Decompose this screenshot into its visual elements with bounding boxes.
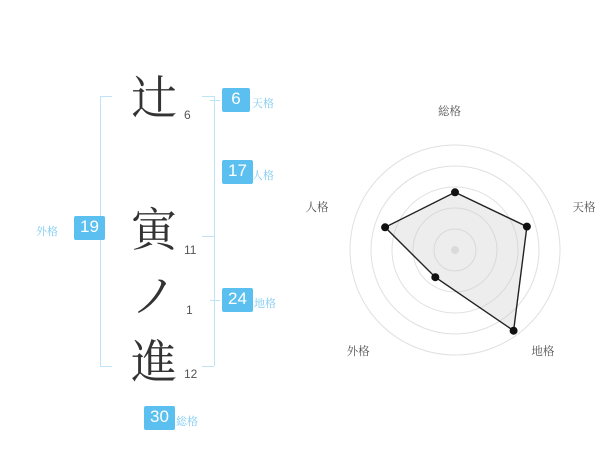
label-gaikaku: 外格	[36, 226, 58, 238]
bracket-tenkaku	[202, 96, 214, 97]
bracket-gaikaku-bottom	[100, 366, 112, 367]
badge-chikaku-value: 24	[222, 288, 253, 312]
bracket-tenkaku-connector	[210, 100, 220, 101]
bracket-chikaku-connector	[210, 300, 220, 301]
stroke-count: 11	[184, 243, 197, 257]
radar-chart	[310, 0, 600, 470]
stroke-count: 1	[186, 303, 193, 317]
label-soukaku: 総格	[176, 416, 198, 428]
name-character: ノ	[131, 271, 177, 322]
stroke-count: 6	[184, 108, 191, 122]
badge-jinkaku-value: 17	[222, 160, 253, 184]
label-tenkaku: 天格	[252, 98, 274, 110]
radar-data-point	[523, 223, 531, 231]
radar-data-point	[451, 188, 459, 196]
label-jinkaku: 人格	[252, 170, 274, 182]
radar-data-point	[510, 327, 518, 335]
bracket-gaikaku-gap	[0, 0, 4, 36]
radar-axis-label-gaikaku: 外格	[346, 346, 370, 359]
name-character: 進	[131, 337, 177, 388]
stroke-count: 12	[184, 367, 198, 381]
radar-axis-label-jinkaku: 人格	[305, 202, 329, 215]
radar-data-point	[431, 273, 439, 281]
radar-axis-label-tenkaku: 天格	[572, 202, 596, 215]
name-character: 寅	[131, 205, 177, 256]
bracket-gaikaku-top	[100, 96, 112, 97]
radar-chart-panel	[305, 0, 600, 470]
radar-axis-label-chikaku: 地格	[531, 346, 555, 359]
bracket-chikaku-top	[202, 236, 214, 237]
name-character: 辻	[131, 73, 177, 124]
radar-data-point	[381, 223, 389, 231]
label-chikaku: 地格	[254, 298, 276, 310]
badge-gaikaku-value: 19	[74, 216, 105, 240]
radar-axis-label-soukaku: 総格	[438, 106, 461, 118]
badge-tenkaku-value: 6	[222, 88, 250, 112]
badge-soukaku-value: 30	[144, 406, 175, 430]
